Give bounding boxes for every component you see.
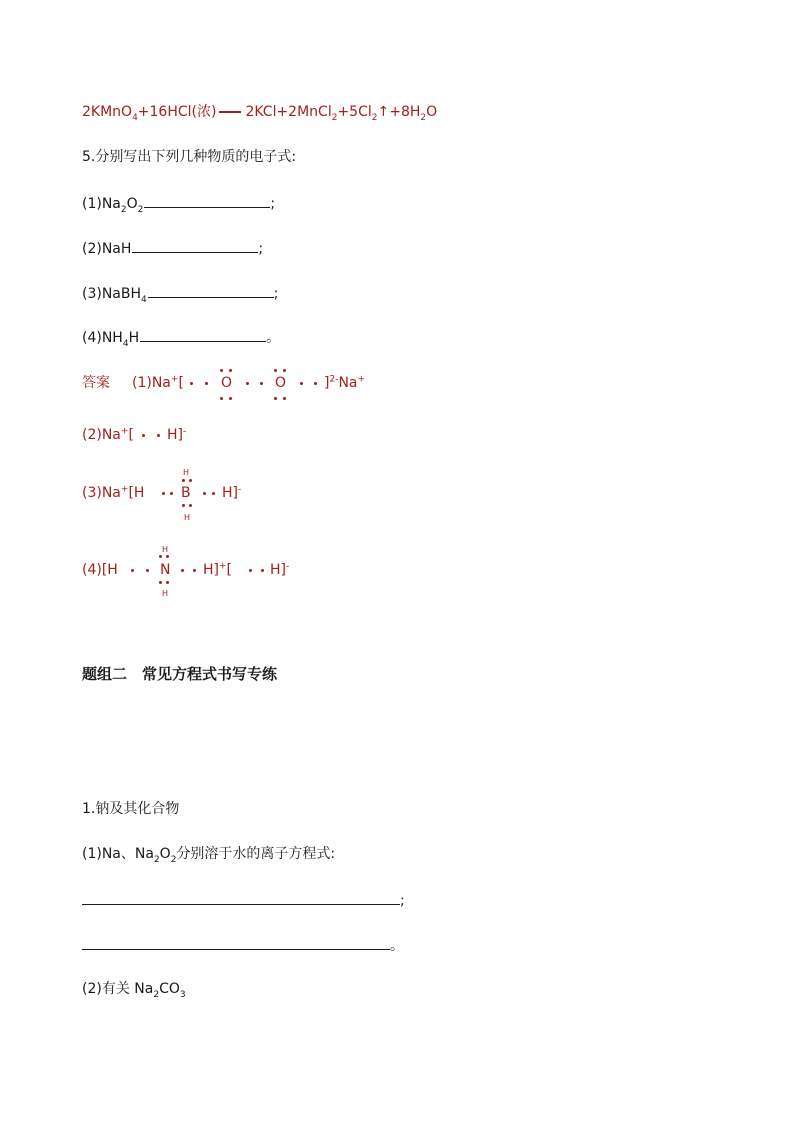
electron-dot (220, 397, 223, 400)
answer-1-prefix: (1)Na+[ (132, 374, 184, 391)
electron-dot (159, 555, 162, 558)
reaction-text: 2KMnO (82, 104, 133, 120)
answer-blank[interactable] (82, 935, 390, 950)
electron-dot (142, 434, 145, 437)
electron-dot (182, 504, 185, 507)
electron-dot (193, 569, 196, 572)
subsection-title: 1.钠及其化合物 (82, 801, 180, 817)
answer-4-middle: H]+[ (203, 561, 233, 578)
answer-4-prefix: (4)[H (82, 562, 118, 578)
electron-dot (170, 492, 173, 495)
electron-dot (159, 581, 162, 584)
electron-dot (283, 369, 286, 372)
reaction-equation (82, 103, 437, 121)
nitrogen-atom: N (160, 562, 171, 578)
subscript: 4 (132, 112, 138, 123)
subscript: 2 (371, 112, 378, 123)
electron-dot (131, 569, 134, 572)
electron-dot (162, 492, 165, 495)
electron-dot (283, 397, 286, 400)
subscript: 2 (420, 112, 427, 123)
section-heading: 题组二 常见方程式书写专练 (82, 665, 278, 683)
electron-dot (249, 569, 252, 572)
electron-dot (190, 382, 193, 385)
subscript: 2 (331, 112, 338, 123)
question-1: (1)Na、$Na_2O_2$分别溶于水的离子方程式: (82, 846, 336, 865)
question-item-3: (3)NaBH$_4$ ; (82, 283, 278, 303)
answer-blank[interactable] (82, 890, 400, 905)
answer-blank[interactable] (144, 193, 270, 208)
oxygen-atom-1: O (221, 375, 233, 391)
electron-dot (261, 569, 264, 572)
reaction-text: O (426, 104, 438, 120)
reaction-text: +16HCl(浓) (137, 104, 217, 120)
reaction-text: ↑+8H (377, 104, 421, 120)
boron-atom: B (181, 485, 191, 501)
question-item-2: (2)NaH ; (82, 238, 263, 258)
answer-line-2: 。 (82, 935, 404, 955)
answer-2-prefix: (2)Na+[ (82, 426, 134, 443)
hydrogen-top: H (162, 545, 169, 554)
answer-blank[interactable] (140, 327, 266, 342)
electron-dot (220, 369, 223, 372)
answer-blank[interactable] (148, 283, 274, 298)
electron-dot (274, 397, 277, 400)
electron-dot (166, 581, 169, 584)
answer-1-suffix: ]$^{2-}$Na+ (324, 374, 366, 391)
question-item-4: $(4)NH_4H$ 。 (82, 327, 280, 347)
electron-dot (189, 479, 192, 482)
question-2: (2)有关 $Na_2CO_3$ (82, 981, 186, 1000)
answer-blank[interactable] (132, 238, 258, 253)
answer-3-prefix: (3)Na+[H (82, 484, 145, 501)
answer-label: 答案 (82, 375, 110, 391)
hydrogen-bottom: H (184, 513, 191, 522)
answer-3-suffix: H]- (222, 484, 242, 501)
electron-dot (203, 492, 206, 495)
electron-dot (205, 382, 208, 385)
answer-line-1: ; (82, 890, 405, 910)
hydrogen-top: H (183, 468, 190, 477)
electron-dot (157, 434, 160, 437)
answer-4-suffix: H]- (270, 561, 290, 578)
electron-dot (182, 479, 185, 482)
electron-dot (274, 369, 277, 372)
electron-dot (246, 382, 249, 385)
electron-dot (229, 369, 232, 372)
question-title: 5.分别写出下列几种物质的电子式: (82, 149, 297, 165)
reaction-text: 2KCl+2MnCl (245, 104, 332, 120)
electron-dot (300, 382, 303, 385)
electron-dot (166, 555, 169, 558)
hydrogen-bottom: H (162, 589, 169, 598)
electron-dot (189, 504, 192, 507)
answer-2-suffix: H]- (167, 426, 187, 443)
reaction-text: +5Cl (337, 104, 372, 120)
oxygen-atom-2: O (275, 375, 287, 391)
electron-dot (260, 382, 263, 385)
electron-dot (146, 569, 149, 572)
electron-dot (181, 569, 184, 572)
question-item-1: $(1)Na_2O_2$ ; (82, 193, 275, 213)
electron-dot (212, 492, 215, 495)
electron-dot (229, 397, 232, 400)
electron-dot (314, 382, 317, 385)
equals-sign (219, 111, 241, 113)
